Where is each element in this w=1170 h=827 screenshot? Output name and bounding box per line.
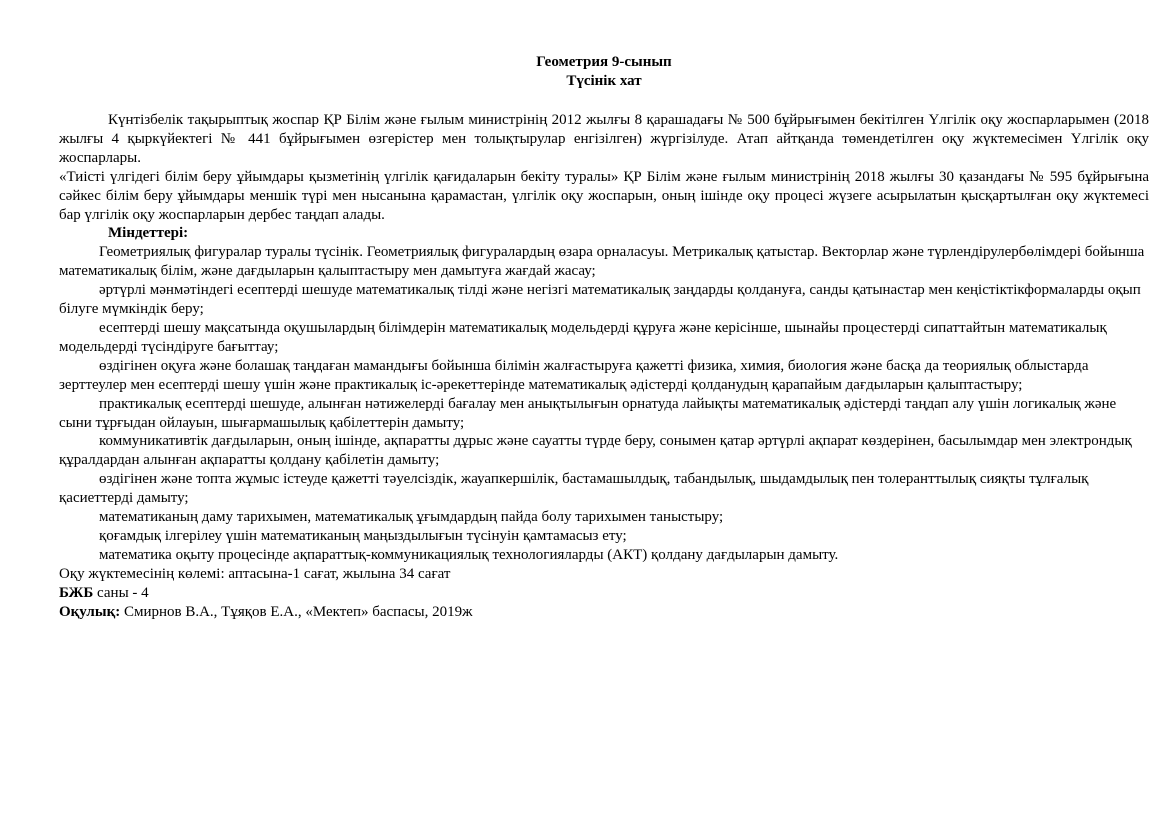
task-item: есептерді шешу мақсатында оқушылардың білімдерін математикалық модельдерді құруға және керісінше, шынайы процестерді сипаттайтын математикалық модельдерді түсіндіруге бағыттау; bbox=[59, 319, 1107, 355]
task-item: Геометриялық фигуралар туралы түсінік. Геометриялық фигуралардың өзара орналасуы. Метрикалық қатыстар. Векторлар және түрлендірулербөлімдері бойынша математикалық білім, және дағдыларын қалыптастыру мен дамытуға жағдай жасау; bbox=[59, 244, 1145, 280]
document-subtitle: Түсінік хат bbox=[566, 73, 642, 89]
task-item: өздігінен оқуға және болашақ таңдаған мамандығы бойынша білімін жалғастыруға қажетті физика, химия, биология және басқа да теориялық облыстарда зерттеулер мен есептерді шешу үшін және практикалық іс-әрекеттерінде математикалық әдістерді қолданудың қарапайым дағдыларын қалыптастыру; bbox=[59, 357, 1089, 393]
intro-paragraph-1: Күнтізбелік тақырыптық жоспар ҚР Білім және ғылым министрінің 2012 жылғы 8 қарашадағы № 500 бұйрығымен бекітілген Үлгілік оқу жоспарларымен (2018 жылғы 4 қыркүйектегі № 441 бұйрығымен өзгерістер мен толықтырулар енгізілген) жүргізілуде. Атап айтқанда төмендетілген оқу жүктемесімен Үлгілік оқу жоспарлары. bbox=[59, 112, 1149, 166]
task-item: математиканың даму тарихымен, математикалық ұғымдардың пайда болу тарихымен таныстыру; bbox=[99, 509, 724, 526]
bzhb-line bbox=[59, 584, 1149, 603]
intro-paragraph-2: «Тиісті үлгідегі білім беру ұйымдары қызметінің үлгілік қағидаларын бекіту туралы» ҚР Білім және ғылым министрінің 2018 жылғы 30 қазандағы № 595 бұйрығына сәйкес білім беру ұйымдары меншік түрі мен нысанына қарамастан, үлгілік оқу жоспарын, оның ішінде оқу процесі жүзеге асырылатын қысқартылған оқу жүктемесі бар үлгілік оқу жоспарларын дербес таңдап алады. bbox=[59, 168, 1149, 223]
tasks-heading: Міндеттері: bbox=[108, 225, 189, 242]
bzhb-value: саны - 4 bbox=[93, 584, 149, 601]
textbook-line bbox=[59, 603, 1149, 622]
bzhb-label: БЖБ bbox=[59, 584, 94, 601]
task-item: математика оқыту процесінде ақпараттық-коммуникациялық технологияларды (АКТ) қолдану дағдыларын дамыту. bbox=[99, 546, 839, 563]
tasks-list bbox=[59, 243, 1149, 564]
task-item: коммуникативтік дағдыларын, оның ішінде, ақпаратты дұрыс және сауатты түрде беру, сонымен қатар әртүрлі ақпарат көздерінен, басылымдар мен электрондық құралдардан алынған ақпаратты қолдану қабілетін дамыту; bbox=[59, 433, 1132, 469]
task-item: өздігінен және топта жұмыс істеуде қажетті тәуелсіздік, жауапкершілік, бастамашылдық, табандылық, шыдамдылық пен толеранттылық сияқты тұлғалық қасиеттерді дамыту; bbox=[59, 471, 1089, 507]
textbook-label: Оқулық: bbox=[59, 603, 121, 620]
task-item: практикалық есептерді шешуде, алынған нәтижелерді бағалау мен анықтылығын орнатуда лайықты математикалық әдістерді таңдап алу үшін логикалық және сыни тұрғыдан ойлауын, шығармашылық қабілеттерін дамыту; bbox=[59, 395, 1117, 431]
document-title: Геометрия 9-сынып bbox=[536, 54, 672, 70]
task-item: әртүрлі мәнмәтіндегі есептерді шешуде математикалық тілді және негізгі математикалық заңдарды қолдануға, санды қатынастар мен кеңістіктікформаларды оқып білуге мүмкіндік беру; bbox=[59, 282, 1141, 318]
document-page bbox=[59, 53, 1149, 621]
study-load: Оқу жүктемесінің көлемі: аптасына-1 сағат, жылына 34 сағат bbox=[59, 565, 451, 582]
textbook-value: Смирнов В.А., Тұяқов Е.А., «Мектеп» баспасы, 2019ж bbox=[120, 603, 473, 620]
task-item: қоғамдық ілгерілеу үшін математиканың маңыздылығын түсінуін қамтамасыз ету; bbox=[99, 527, 627, 544]
spacer bbox=[59, 91, 1149, 111]
